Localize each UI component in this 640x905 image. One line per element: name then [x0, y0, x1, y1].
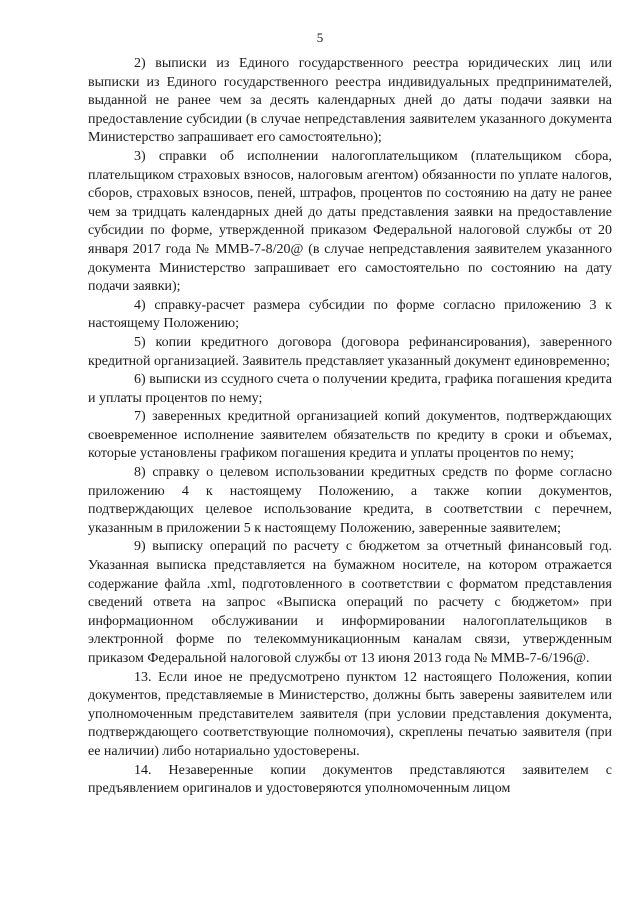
paragraph-section-13: 13. Если иное не предусмотрено пунктом 12 настоящего Положения, копии документов, представляемые в Министерство, должны быть заверены заявителем или уполномоченным представителем заявителя (при условии представления документа, подтверждающего соответствующие полномочия), скреплены печатью заявителя (при ее наличии) либо нотариально удостоверены. — [88, 669, 612, 759]
paragraph-section-14: 14. Незаверенные копии документов представляются заявителем с предъявлением оригиналов и удостоверяются уполномоченным лицом — [88, 762, 612, 797]
paragraph-item-4: 4) справку-расчет размера субсидии по форме согласно приложению 3 к настоящему Положению; — [88, 297, 612, 332]
document-body — [88, 55, 612, 799]
paragraph-item-7: 7) заверенных кредитной организацией копий документов, подтверждающих своевременное исполнение заявителем обязательств по кредиту в сроки и объемах, которые установлены графиком погашения кредита и уплаты процентов по нему; — [88, 409, 612, 462]
paragraph-item-2: 2) выписки из Единого государственного реестра юридических лиц или выписки из Единого государственного реестра индивидуальных предпринимателей, выданной не ранее чем за десять календарных дней до даты подачи заявки на предоставление субсидии (в случае непредставления заявителем указанного документа Министерство запрашивает его самостоятельно); — [88, 56, 612, 146]
paragraph-item-9: 9) выписку операций по расчету с бюджетом за отчетный финансовый год. Указанная выписка представляется на бумажном носителе, на котором отражается содержание файла .xml, подготовленного в соответствии с форматом представления сведений ответа на запрос «Выписка операций по расчету с бюджетом» при информационном обслуживании и информировании налогоплательщиков в электронной форме по телекоммуникационным каналам связи, утвержденным приказом Федеральной налоговой службы от 13 июня 2013 года № ММВ-7-6/196@. — [88, 539, 612, 666]
paragraph-item-6: 6) выписки из ссудного счета о получении кредита, графика погашения кредита и уплаты процентов по нему; — [88, 372, 612, 406]
paragraph-item-3: 3) справки об исполнении налогоплательщиком (плательщиком сбора, плательщиком страховых взносов, налоговым агентом) обязанности по уплате налогов, сборов, страховых взносов, пеней, штрафов, процентов по состоянию на дату не ранее чем за тридцать календарных дней до даты представления заявки на предоставление субсидии по форме, утвержденной приказом Федеральной налоговой службы от 20 января 2017 года № ММВ-7-8/20@ (в случае непредставления заявителем указанного документа Министерство запрашивает его самостоятельно по состоянию на дату подачи заявки); — [88, 148, 612, 295]
paragraph-item-5: 5) копии кредитного договора (договора рефинансирования), заверенного кредитной организацией. Заявитель представляет указанный документ единовременно; — [88, 334, 612, 369]
page-number: 5 — [316, 30, 324, 45]
paragraph-item-8: 8) справку о целевом использовании кредитных средств по форме согласно приложению 4 к настоящему Положению, а также копии документов, подтверждающих целевое использование кредита, в соответствии с перечнем, указанным в приложении 5 к настоящему Положению, заверенные заявителем; — [88, 465, 612, 536]
